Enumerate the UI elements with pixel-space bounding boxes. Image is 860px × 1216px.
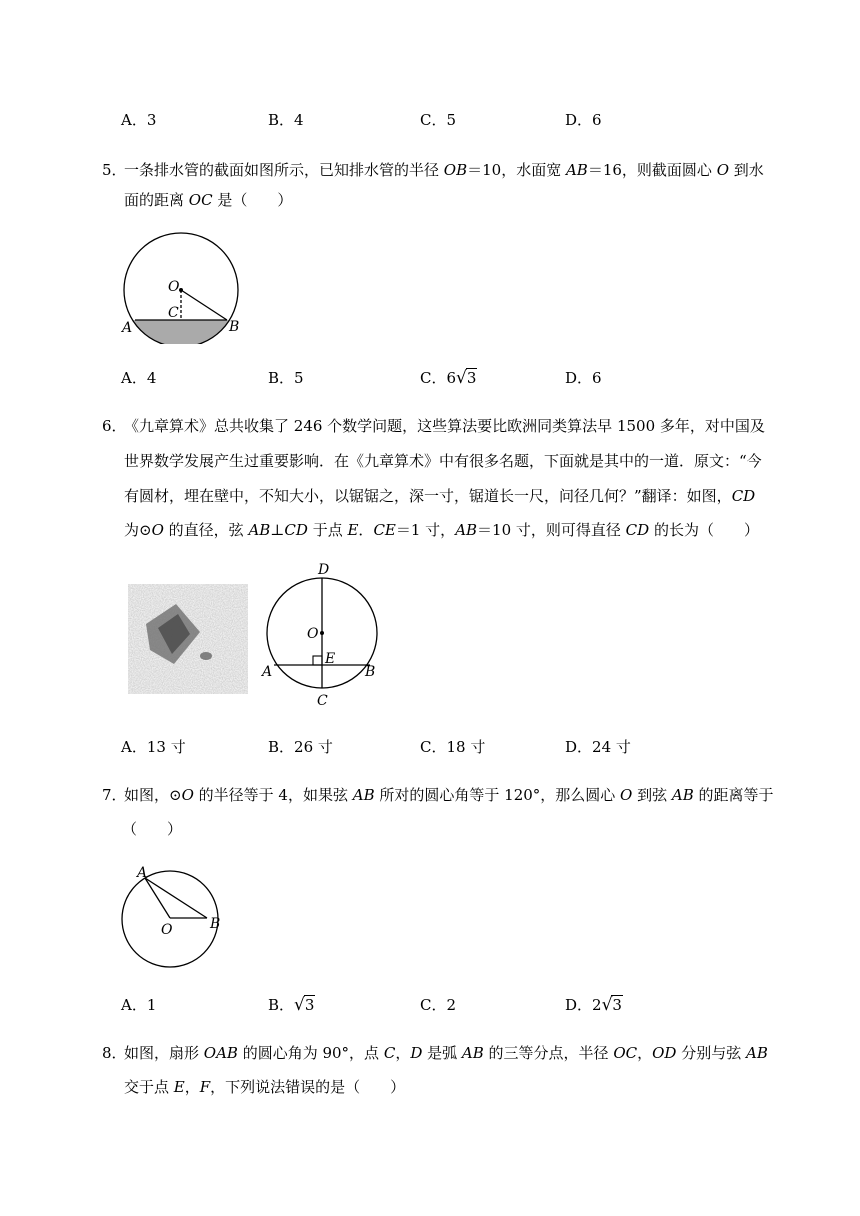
q6-figure xyxy=(258,560,382,708)
q7-line-1 xyxy=(124,783,774,807)
q5-text: 面的距离 xyxy=(124,191,189,209)
q7-option-d xyxy=(565,993,623,1017)
q6-label-d: D xyxy=(318,562,330,578)
q5-option-d: D．6 xyxy=(565,369,602,387)
q7-label-b: B xyxy=(210,916,221,932)
sqrt-radicand: 3 xyxy=(466,369,477,387)
q6-line-1: 《九章算术》总共收集了 246 个数学问题，这些算法要比欧洲同类算法早 1500 多年，对中国及 xyxy=(124,417,765,435)
q5-label-b: B xyxy=(229,319,240,335)
q5-text: 是（ ） xyxy=(212,191,293,209)
q6-var: CD xyxy=(284,521,308,539)
q7-label-a: A xyxy=(137,865,148,881)
q6-var: AB xyxy=(248,521,271,539)
q5-var: AB xyxy=(565,161,588,179)
q7-radius-oa xyxy=(145,878,170,918)
q5-var: OB xyxy=(443,161,468,179)
q6-var: CD xyxy=(625,521,650,539)
sqrt-radicand: 3 xyxy=(612,996,622,1014)
q8-var: OAB xyxy=(203,1044,238,1062)
q6-right-angle-mark xyxy=(313,656,322,665)
q5-option-a: A．4 xyxy=(121,369,157,387)
q7-label-o: O xyxy=(161,922,173,938)
q6-text: ． xyxy=(358,521,374,539)
q5-radius-ob xyxy=(181,290,227,320)
q8-text: 的三等分点，半径 xyxy=(483,1044,614,1062)
q6-option-b: B．26 寸 xyxy=(268,738,333,756)
q7-circle xyxy=(122,871,221,967)
q6-label-e: E xyxy=(325,651,336,667)
q5-label-o: O xyxy=(168,279,180,295)
q7-var: AB xyxy=(671,786,694,804)
q8-line-1 xyxy=(124,1041,768,1065)
q4-option-b: B．4 xyxy=(268,111,304,129)
q7-chord-ab xyxy=(145,878,207,918)
q8-text: 交于点 xyxy=(124,1078,174,1096)
q7-option-a: A．1 xyxy=(121,996,157,1014)
q8-line-2 xyxy=(124,1075,405,1099)
q8-text: ， xyxy=(184,1078,200,1096)
q5-text: ＝16，则截面圆心 xyxy=(587,161,717,179)
q5-figure xyxy=(115,228,255,344)
q4-option-d: D．6 xyxy=(565,111,602,129)
q5-option-b: B．5 xyxy=(268,369,304,387)
q7-option-c: C．2 xyxy=(420,996,457,1014)
q8-var: E xyxy=(173,1078,185,1096)
q6-label-c: C xyxy=(317,693,328,708)
q6-option-d: D．24 寸 xyxy=(565,738,631,756)
q8-var: C xyxy=(383,1044,396,1062)
q7-option-b xyxy=(268,993,315,1017)
q6-line-3 xyxy=(124,484,755,508)
q5-label-c: C xyxy=(168,305,179,321)
q7-options xyxy=(0,993,860,1017)
q6-var: AB xyxy=(455,521,478,539)
q6-line-2: 世界数学发展产生过重要影响．在《九章算术》中有很多名题，下面就是其中的一道．原文：“今 xyxy=(124,452,762,470)
q6-label-b: B xyxy=(365,664,376,680)
q8-var: AB xyxy=(461,1044,484,1062)
q8-var: OC xyxy=(613,1044,638,1062)
q5-option-c-text: C．6 xyxy=(420,369,457,387)
q7-text: 如图，⊙ xyxy=(124,786,182,804)
q7-text: 的半径等于 4，如果弦 xyxy=(193,786,353,804)
q4-option-a: A．3 xyxy=(121,111,157,129)
q5-text: 到水 xyxy=(729,161,764,179)
sqrt-symbol: √3 xyxy=(294,995,315,1015)
sqrt-symbol: √3 xyxy=(456,368,477,388)
q7-text: 的距离等于 xyxy=(693,786,774,804)
q5-var: O xyxy=(716,161,729,179)
q7-option-b-text: B． xyxy=(268,996,295,1014)
q6-center-dot xyxy=(320,631,324,635)
q5-line-2 xyxy=(124,188,292,212)
q6-text: 为⊙ xyxy=(124,521,152,539)
q7-line-2: （ ） xyxy=(122,820,183,838)
q7-option-d-text: D．2 xyxy=(565,996,602,1014)
q8-var: AB xyxy=(746,1044,768,1062)
q7-number: 7． xyxy=(102,786,127,804)
q5-number: 5． xyxy=(102,161,127,179)
q5-text: ＝10，水面宽 xyxy=(467,161,566,179)
q6-text: ＝10 寸，则可得直径 xyxy=(477,521,626,539)
q6-photo-log-in-wall xyxy=(128,584,248,694)
q6-text: 有圆材，埋在壁中，不知大小，以锯锯之，深一寸，锯道长一尺，问径几何？”翻译：如图， xyxy=(124,487,732,505)
q8-text: 的圆心角为 90°，点 xyxy=(237,1044,384,1062)
q4-option-c: C．5 xyxy=(420,111,457,129)
q6-text: ⊥ xyxy=(270,521,285,539)
q8-text: 是弧 xyxy=(422,1044,462,1062)
q6-var: E xyxy=(347,521,359,539)
q5-line-1 xyxy=(124,158,764,182)
q7-var: O xyxy=(181,786,194,804)
q6-text: 的直径，弦 xyxy=(163,521,249,539)
q7-var: O xyxy=(620,786,633,804)
q5-var: OC xyxy=(188,191,213,209)
q6-var: CD xyxy=(731,487,756,505)
q5-label-a: A xyxy=(122,320,133,336)
q8-text: ，下列说法错误的是（ ） xyxy=(210,1078,406,1096)
q8-text: 如图，扇形 xyxy=(124,1044,204,1062)
q8-number: 8． xyxy=(102,1044,127,1062)
q6-number: 6． xyxy=(102,417,127,435)
sqrt-radicand: 3 xyxy=(304,996,315,1014)
q6-label-a: A xyxy=(262,664,273,680)
q7-var: AB xyxy=(352,786,375,804)
q6-options xyxy=(0,735,860,759)
q8-text: ， xyxy=(637,1044,653,1062)
q8-var: F xyxy=(199,1078,211,1096)
q7-figure xyxy=(115,860,235,980)
q5-center-dot xyxy=(179,288,183,292)
q4-options xyxy=(0,108,860,132)
q6-option-c: C．18 寸 xyxy=(420,738,486,756)
q6-label-o: O xyxy=(307,626,319,642)
q6-var: O xyxy=(151,521,164,539)
q6-var: CE xyxy=(373,521,396,539)
q6-text: 于点 xyxy=(307,521,348,539)
q8-text: ， xyxy=(395,1044,411,1062)
q8-var: D xyxy=(410,1044,423,1062)
q6-option-a: A．13 寸 xyxy=(121,738,186,756)
q6-text: 的长为（ ） xyxy=(649,521,759,539)
q8-text: 分别与弦 xyxy=(676,1044,746,1062)
q7-text: 所对的圆心角等于 120°，那么圆心 xyxy=(374,786,621,804)
q7-text: 到弦 xyxy=(632,786,672,804)
q5-text: 一条排水管的截面如图所示，已知排水管的半径 xyxy=(124,161,444,179)
q5-option-c xyxy=(420,366,477,390)
q6-text: ＝1 寸， xyxy=(395,521,456,539)
sqrt-symbol: √3 xyxy=(601,995,622,1015)
q6-line-4 xyxy=(124,518,759,542)
q8-var: OD xyxy=(652,1044,677,1062)
q5-options xyxy=(0,366,860,390)
